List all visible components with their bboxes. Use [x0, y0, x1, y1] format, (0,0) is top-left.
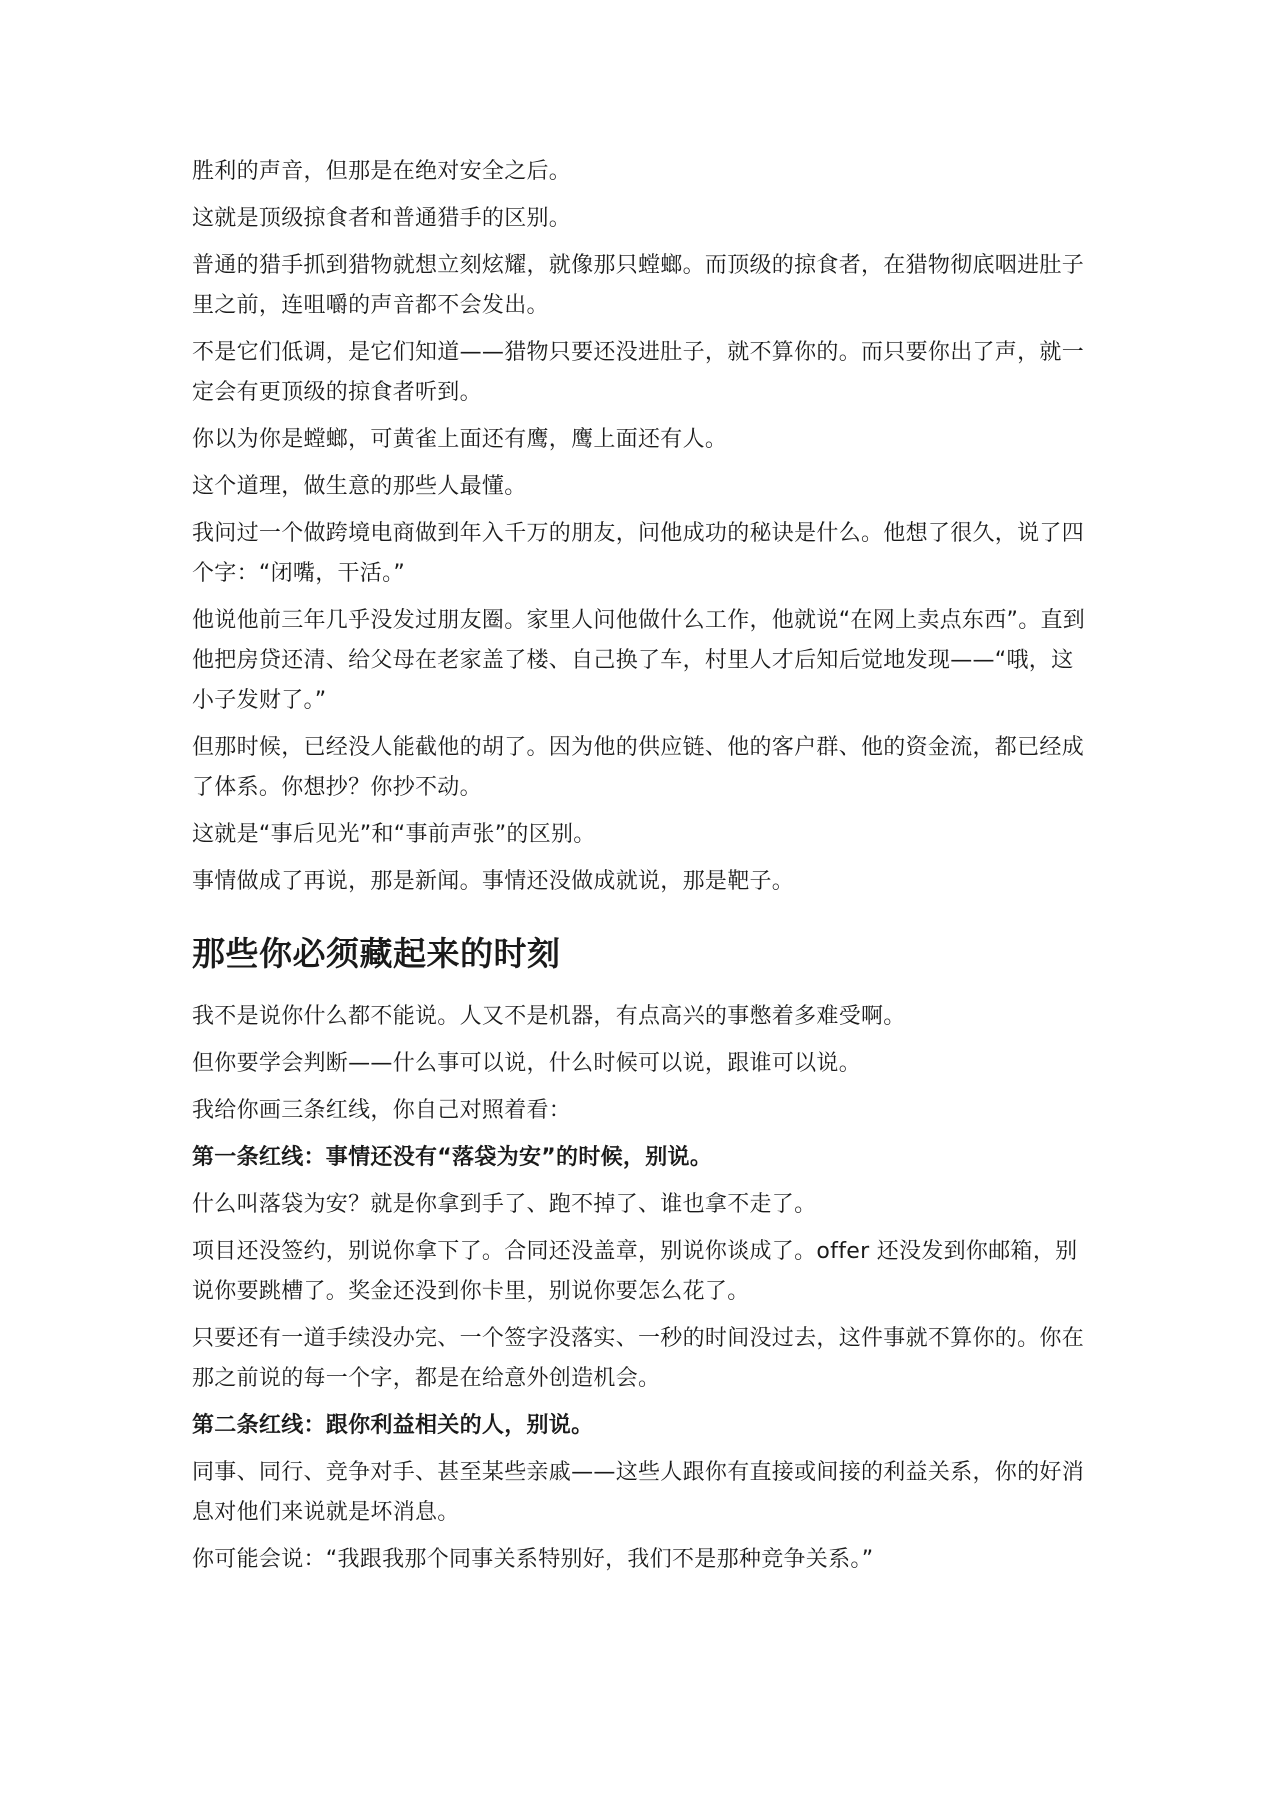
paragraph: 这就是顶级掠食者和普通猎手的区别。	[192, 206, 572, 231]
paragraph: 项目还没签约，别说你拿下了。合同还没盖章，别说你谈成了。offer 还没发到你邮箱，别说你要跳槽了。奖金还没到你卡里，别说你要怎么花了。	[192, 1239, 1078, 1304]
paragraph: 什么叫落袋为安？就是你拿到手了、跑不掉了、谁也拿不走了。	[192, 1192, 817, 1217]
paragraph: 我问过一个做跨境电商做到年入千万的朋友，问他成功的秘诀是什么。他想了很久，说了四个字：“闭嘴，干活。”	[192, 521, 1085, 586]
paragraph: 普通的猎手抓到猎物就想立刻炫耀，就像那只螳螂。而顶级的掠食者，在猎物彻底咽进肚子里之前，连咀嚼的声音都不会发出。	[192, 253, 1085, 318]
paragraph: 事情做成了再说，那是新闻。事情还没做成就说，那是靶子。	[192, 869, 795, 894]
paragraph: 同事、同行、竞争对手、甚至某些亲戚——这些人跟你有直接或间接的利益关系，你的好消息对他们来说就是坏消息。	[192, 1460, 1085, 1525]
paragraph: 不是它们低调，是它们知道——猎物只要还没进肚子，就不算你的。而只要你出了声，就一定会有更顶级的掠食者听到。	[192, 340, 1085, 405]
paragraph: 只要还有一道手续没办完、一个签字没落实、一秒的时间没过去，这件事就不算你的。你在那之前说的每一个字，都是在给意外创造机会。	[192, 1326, 1085, 1391]
red-line-heading: 第一条红线：事情还没有“落袋为安”的时候，别说。	[192, 1145, 713, 1170]
red-line-heading: 第二条红线：跟你利益相关的人，别说。	[192, 1413, 594, 1438]
paragraph: 但那时候，已经没人能截他的胡了。因为他的供应链、他的客户群、他的资金流，都已经成了体系。你想抄？你抄不动。	[192, 735, 1085, 800]
paragraph: 这个道理，做生意的那些人最懂。	[192, 474, 527, 499]
paragraph: 这就是“事后见光”和“事前声张”的区别。	[192, 822, 596, 847]
paragraph: 我给你画三条红线，你自己对照着看：	[192, 1098, 572, 1123]
section-heading: 那些你必须藏起来的时刻	[192, 934, 561, 973]
paragraph: 我不是说你什么都不能说。人又不是机器，有点高兴的事憋着多难受啊。	[192, 1004, 906, 1029]
page-content	[192, 152, 1092, 1587]
paragraph: 胜利的声音，但那是在绝对安全之后。	[192, 159, 572, 184]
paragraph: 你可能会说：“我跟我那个同事关系特别好，我们不是那种竞争关系。”	[192, 1547, 874, 1572]
paragraph: 你以为你是螳螂，可黄雀上面还有鹰，鹰上面还有人。	[192, 427, 728, 452]
paragraph: 但你要学会判断——什么事可以说，什么时候可以说，跟谁可以说。	[192, 1051, 862, 1076]
paragraph: 他说他前三年几乎没发过朋友圈。家里人问他做什么工作，他就说“在网上卖点东西”。直到他把房贷还清、给父母在老家盖了楼、自己换了车，村里人才后知后觉地发现——“哦，这小子发财了。”	[192, 608, 1086, 713]
